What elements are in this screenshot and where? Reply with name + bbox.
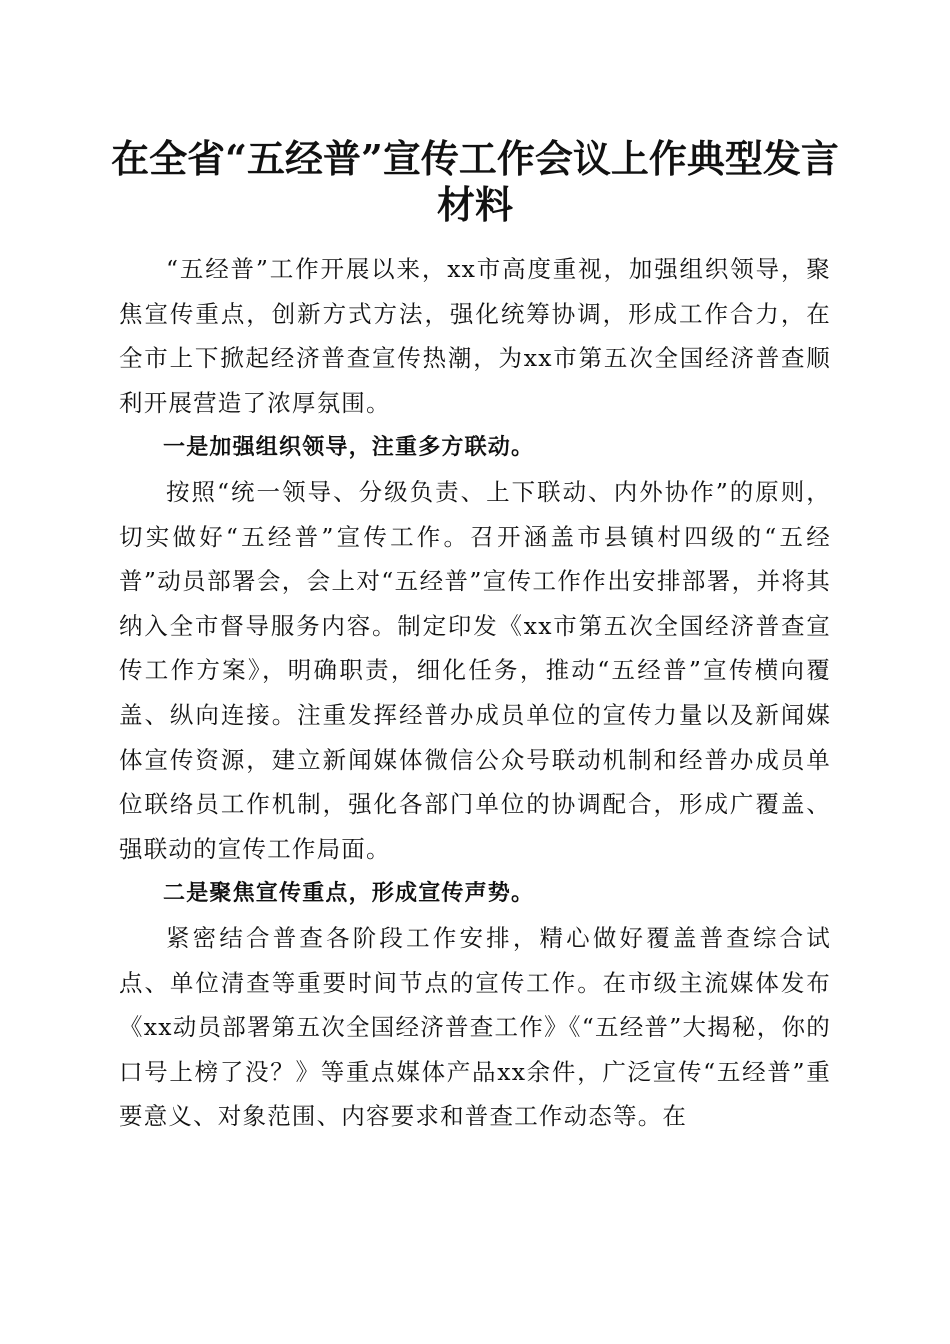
paragraph-section-2: 紧密结合普查各阶段工作安排，精心做好覆盖普查综合试点、单位清查等重要时间节点的宣传工作。在市级主流媒体发布《xx动员部署第五次全国经济普查工作》《“五经普”大揭秘，你的口号上榜了没？》等重点媒体产品xx余件，广泛宣传“五经普”重要意义、对象范围、内容要求和普查工作动态等。在 [119,923,831,1131]
section-heading-2: 二是聚焦宣传重点，形成宣传声势。 [163,880,535,907]
section-heading-1: 一是加强组织领导，注重多方联动。 [163,434,535,461]
document-title [100,136,850,228]
paragraph-intro: “五经普”工作开展以来，xx市高度重视，加强组织领导，聚焦宣传重点，创新方式方法，强化统筹协调，形成工作合力，在全市上下掀起经济普查宣传热潮，为xx市第五次全国经济普查顺利开展营造了浓厚氛围。 [119,255,831,417]
title-line-1: 在全省“五经普”宣传工作会议上作典型发言 [111,136,839,181]
paragraph-section-1: 按照“统一领导、分级负责、上下联动、内外协作”的原则，切实做好“五经普”宣传工作。召开涵盖市县镇村四级的“五经普”动员部署会，会上对“五经普”宣传工作作出安排部署，并将其纳入全市督导服务内容。制定印发《xx市第五次全国经济普查宣传工作方案》，明确职责，细化任务，推动“五经普”宣传横向覆盖、纵向连接。注重发挥经普办成员单位的宣传力量以及新闻媒体宣传资源，建立新闻媒体微信公众号联动机制和经普办成员单位联络员工作机制，强化各部门单位的协调配合，形成广覆盖、强联动的宣传工作局面。 [119,477,831,863]
document-body [119,247,831,1139]
title-line-2: 材料 [436,182,513,227]
